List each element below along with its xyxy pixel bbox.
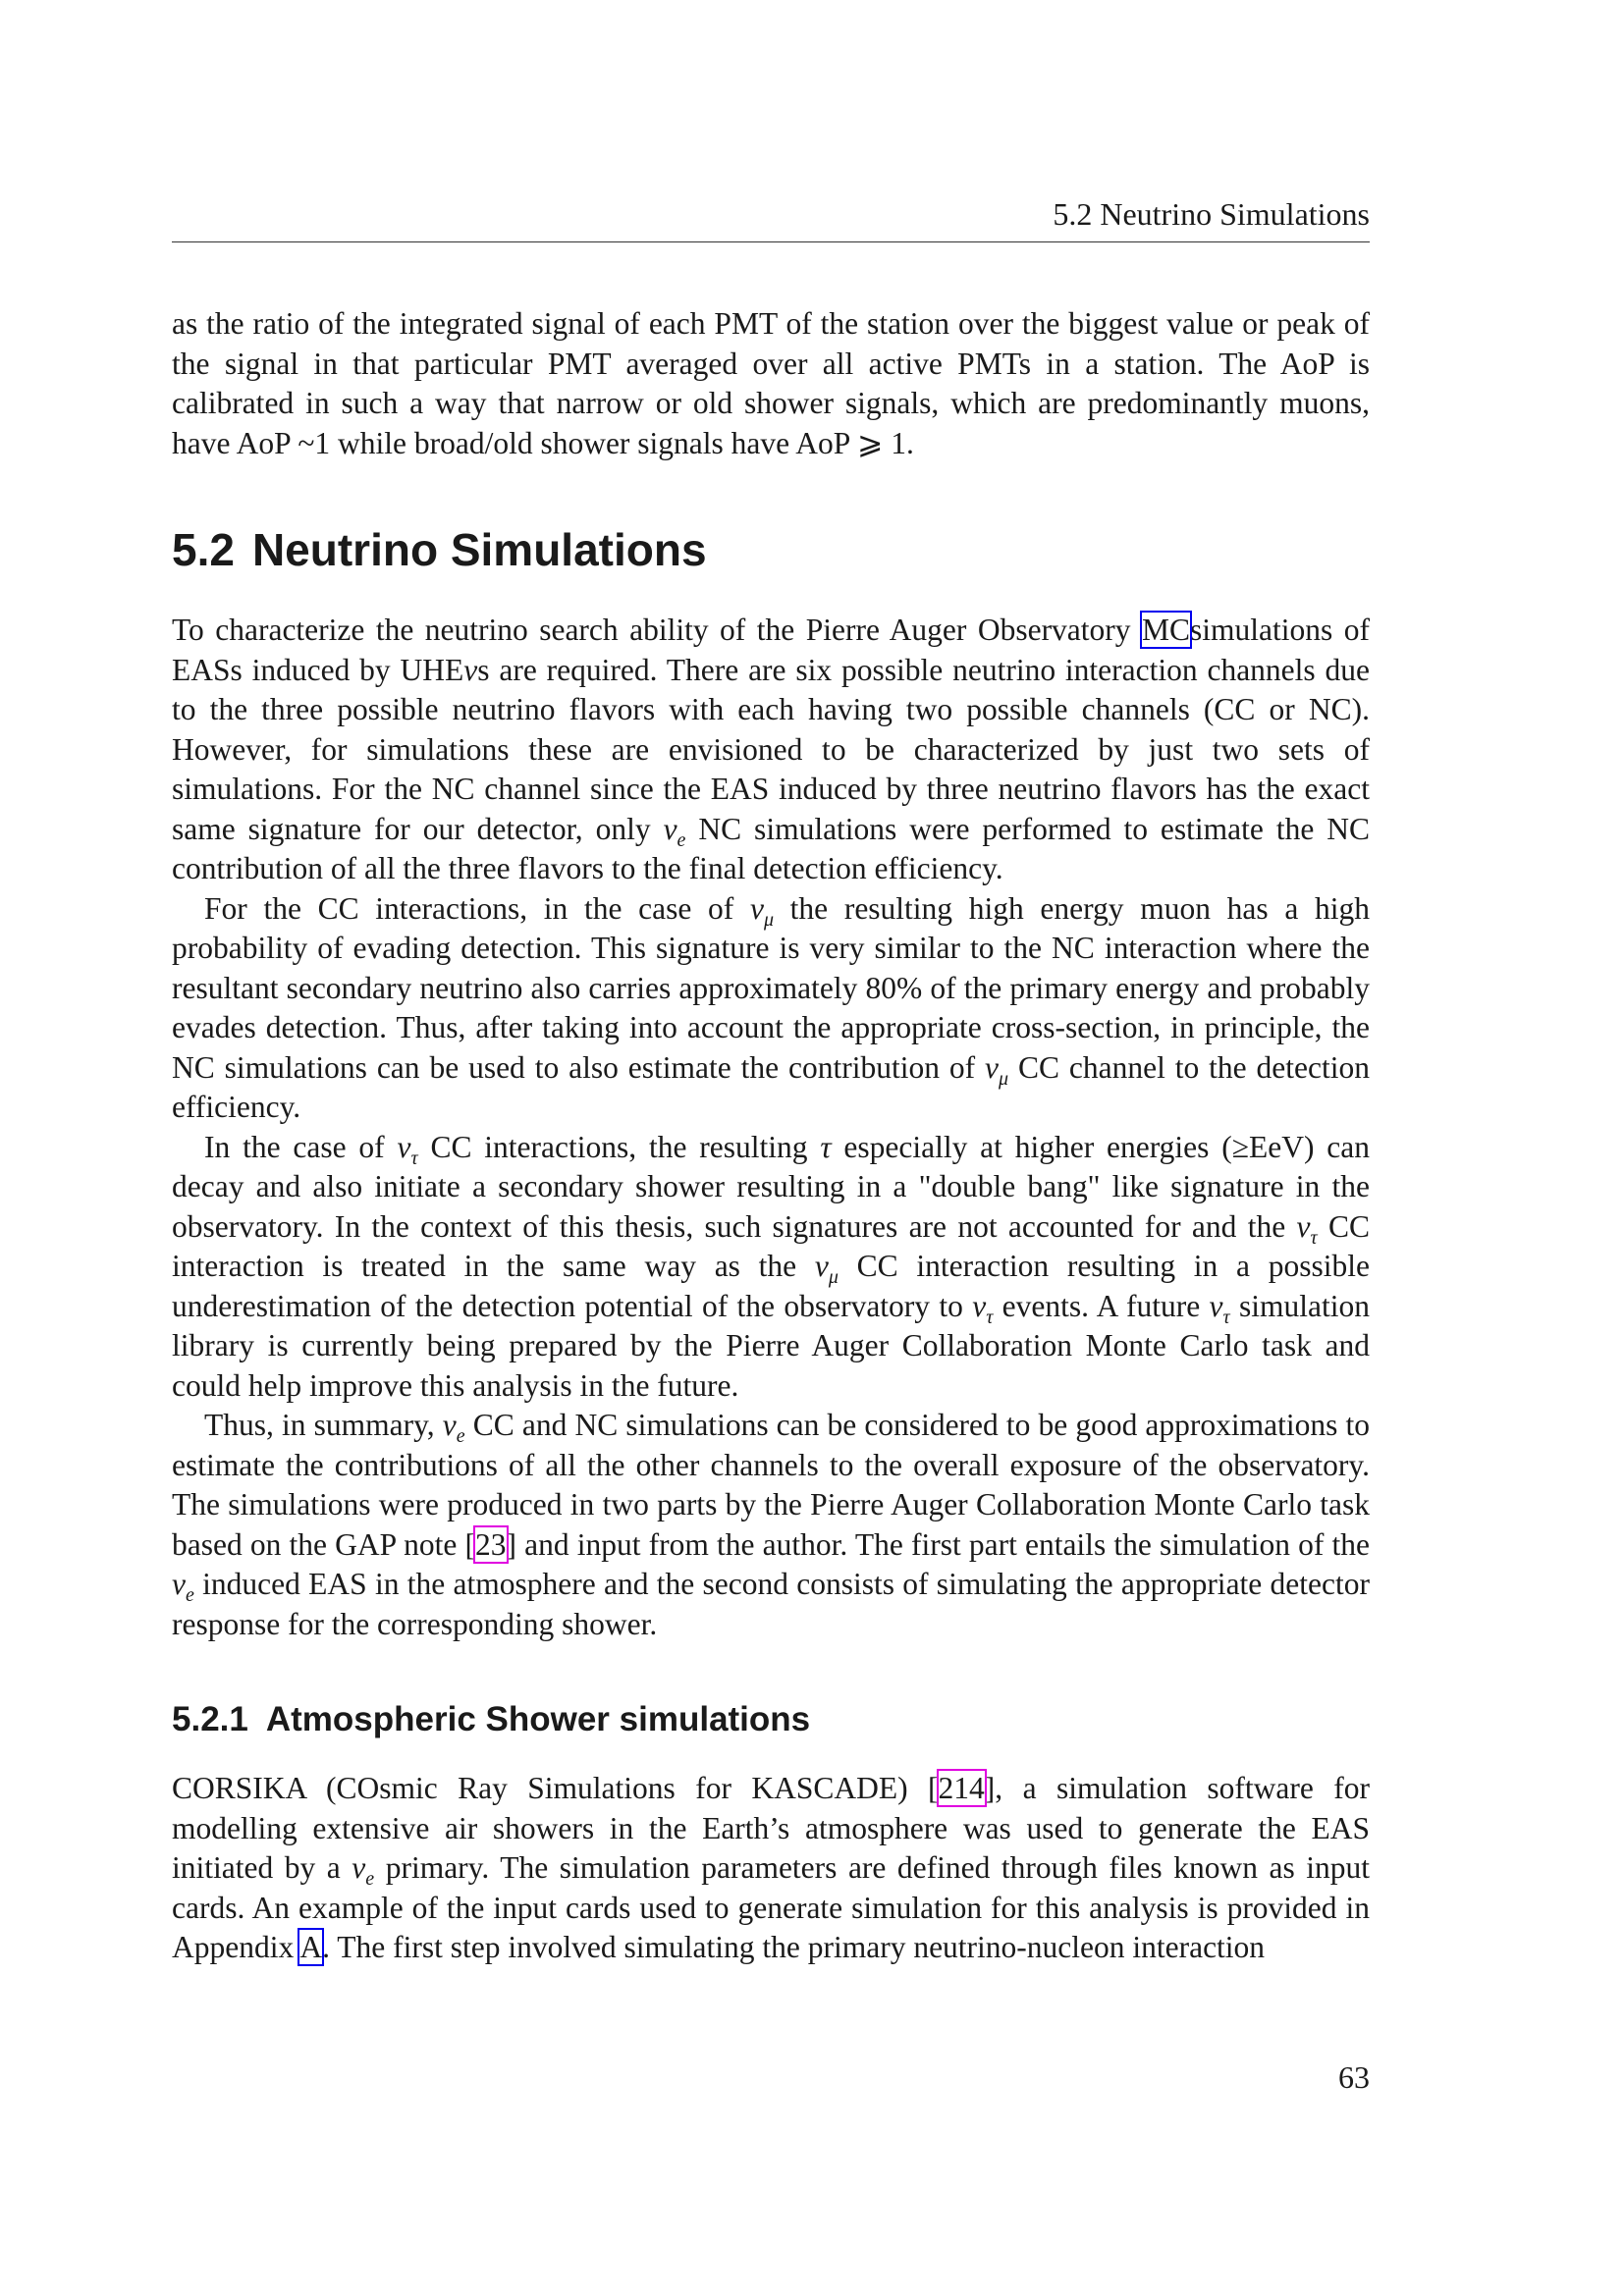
flavor-subscript: e bbox=[677, 828, 686, 851]
text-run: CORSIKA (COsmic Ray Simulations for KASCADE) [ bbox=[172, 1771, 939, 1805]
nu-symbol: ν bbox=[463, 652, 478, 687]
section-paragraph-4 bbox=[172, 1406, 1370, 1644]
text-run: CC interactions, the resulting bbox=[417, 1129, 821, 1164]
intro-paragraph-block bbox=[172, 304, 1370, 463]
text-run: ] and input from the author. The first part entails the simulation of the bbox=[506, 1526, 1370, 1562]
flavor-subscript: τ bbox=[986, 1306, 994, 1328]
nu-symbol: ν bbox=[814, 1249, 829, 1283]
nu-symbol: ν bbox=[397, 1129, 411, 1164]
nu-symbol: ν bbox=[172, 1567, 186, 1601]
nu-symbol: ν bbox=[972, 1288, 987, 1323]
section-heading bbox=[172, 522, 707, 577]
text-run: In the case of bbox=[204, 1129, 398, 1164]
section-title: Neutrino Simulations bbox=[251, 524, 707, 575]
flavor-subscript: τ bbox=[1310, 1226, 1318, 1249]
appendix-link-a[interactable]: A bbox=[299, 1930, 323, 1964]
nu-symbol: ν bbox=[352, 1850, 366, 1885]
section-paragraph-3 bbox=[172, 1128, 1370, 1407]
subsection-body bbox=[172, 1769, 1370, 1968]
subsection-title: Atmospheric Shower simulations bbox=[265, 1700, 811, 1738]
text-run: CC interaction is treated in the same way as the bbox=[172, 1208, 1370, 1283]
page-number: 63 bbox=[1338, 2059, 1370, 2095]
text-run: events. A future bbox=[993, 1288, 1210, 1323]
flavor-subscript: μ bbox=[763, 908, 774, 931]
nu-symbol: ν bbox=[442, 1408, 457, 1442]
text-run: CC interaction resulting in a possible underestimation of the detection potential of the observatory to bbox=[172, 1249, 1370, 1323]
flavor-subscript: μ bbox=[828, 1266, 839, 1288]
header-rule bbox=[172, 241, 1370, 242]
text-run: simulations of EASs induced by UHE bbox=[172, 613, 1370, 687]
subsection-number: 5.2.1 bbox=[172, 1700, 248, 1738]
flavor-subscript: e bbox=[365, 1868, 375, 1890]
section-paragraph-2 bbox=[172, 889, 1370, 1128]
flavor-subscript: τ bbox=[410, 1147, 418, 1169]
nu-symbol: ν bbox=[1209, 1288, 1223, 1323]
flavor-subscript: e bbox=[456, 1425, 465, 1447]
flavor-subscript: μ bbox=[999, 1067, 1009, 1090]
text-run: the resulting high energy muon has a high probability of evading detection. This signature is very similar to the NC interaction where the resultant secondary neutrino also carries approximately 80% of the primary energy and probably evades detection. Thus, after taking into account the appropriate cross-section, in principle, the NC simulations can be used to also estimate the contribution of bbox=[172, 890, 1370, 1085]
nu-symbol: ν bbox=[663, 811, 677, 846]
flavor-subscript: e bbox=[185, 1584, 194, 1606]
section-body bbox=[172, 611, 1370, 1644]
text-run: For the CC interactions, in the case of bbox=[204, 890, 750, 926]
intro-paragraph: as the ratio of the integrated signal of each PMT of the station over the biggest value or peak of the signal in that particular PMT averaged over all active PMTs in a station. The AoP is calibrated in such a way that narrow or old shower signals, which are predominantly muons, have AoP ~1 while broad/old shower signals have AoP ⩾ 1. bbox=[172, 306, 1370, 460]
nu-symbol: ν bbox=[985, 1049, 1000, 1085]
citation-link-23[interactable]: 23 bbox=[475, 1526, 507, 1562]
text-run: To characterize the neutrino search ability of the Pierre Auger Observatory bbox=[172, 613, 1142, 647]
nu-symbol: ν bbox=[749, 890, 764, 926]
text-run: simulation library is currently being prepared by the Pierre Auger Collaboration Monte Carlo task and could help improve this analysis in the future. bbox=[172, 1288, 1370, 1403]
text-run: Thus, in summary, bbox=[204, 1408, 443, 1442]
nu-symbol: ν bbox=[1296, 1208, 1311, 1244]
section-number: 5.2 bbox=[172, 524, 235, 575]
text-run: NC simulations were performed to estimate the NC contribution of all the three flavors to the final detection efficiency. bbox=[172, 811, 1370, 885]
section-paragraph-1 bbox=[172, 611, 1370, 889]
text-run: CC channel to the detection efficiency. bbox=[172, 1049, 1370, 1124]
text-run: especially at higher energies (≥EeV) can decay and also initiate a secondary shower resulting in a "double bang" like signature in the observatory. In the context of this thesis, such signatures are not accounted for and the bbox=[172, 1129, 1371, 1244]
text-run: s are required. There are six possible neutrino interaction channels due to the three possible neutrino flavors with each having two possible channels (CC or NC). However, for simulations these are envisioned to be characterized by just two sets of simulations. For the NC channel since the EAS induced by three neutrino flavors has the exact same signature for our detector, only bbox=[172, 652, 1370, 846]
acronym-link-mc[interactable]: MC bbox=[1142, 613, 1191, 647]
tau-symbol: τ bbox=[820, 1129, 832, 1164]
text-run: induced EAS in the atmosphere and the second consists of simulating the appropriate detector response for the corresponding shower. bbox=[172, 1567, 1370, 1641]
running-header: 5.2 Neutrino Simulations bbox=[1053, 196, 1370, 232]
subsection-heading bbox=[172, 1698, 810, 1741]
subsection-paragraph-1 bbox=[172, 1769, 1370, 1968]
text-run: CC and NC simulations can be considered to be good approximations to estimate the contributions of all the other channels to the overall exposure of the observatory. The simulations were produced in two parts by the Pierre Auger Collaboration Monte Carlo task based on the GAP note [ bbox=[172, 1408, 1370, 1562]
text-run: ], a simulation software for modelling extensive air showers in the Earth’s atmosphere was used to generate the EAS initiated by a bbox=[172, 1771, 1370, 1885]
flavor-subscript: τ bbox=[1222, 1306, 1230, 1328]
citation-link-214[interactable]: 214 bbox=[938, 1771, 985, 1805]
text-run: . The first step involved simulating the primary neutrino-nucleon interaction bbox=[322, 1930, 1266, 1964]
text-run: primary. The simulation parameters are defined through files known as input cards. An example of the input cards used to generate simulation for this analysis is provided in Appendix bbox=[172, 1850, 1370, 1964]
